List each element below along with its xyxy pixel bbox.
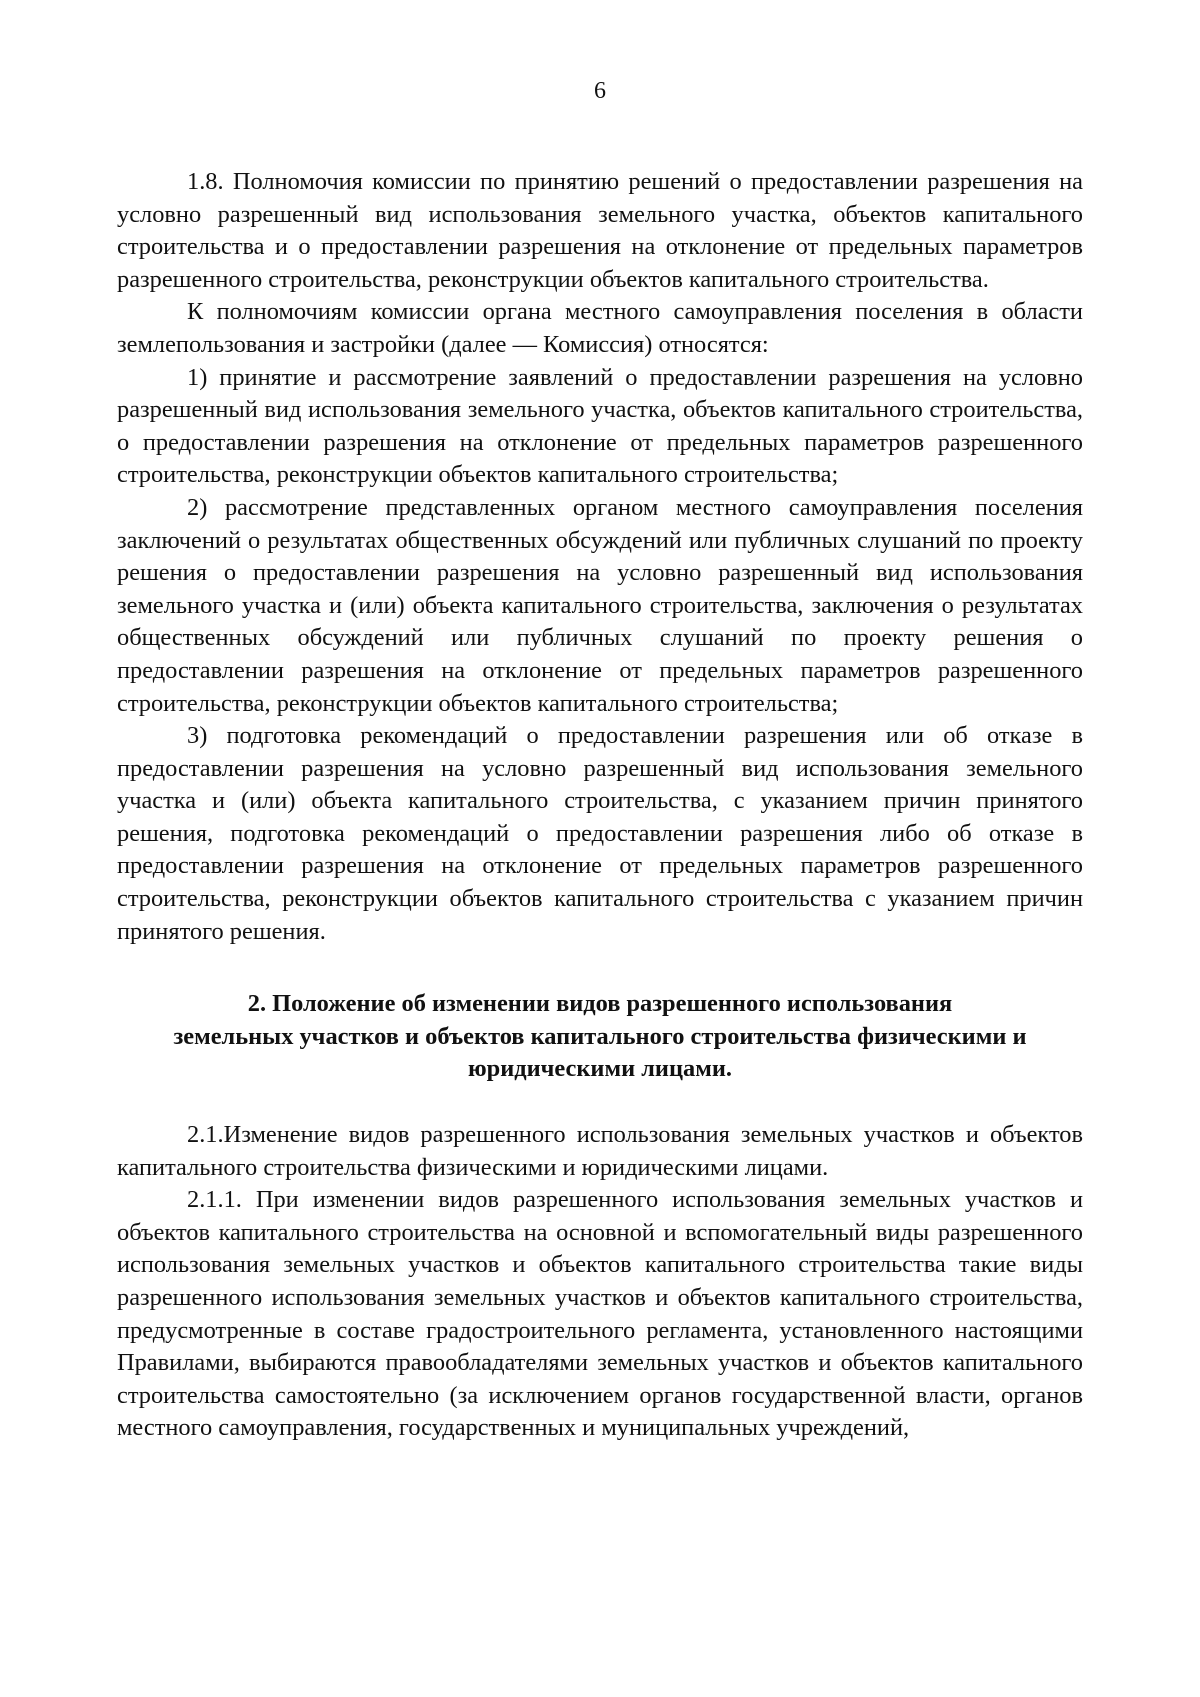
- paragraph-2-1-1: 2.1.1. При изменении видов разрешенного использования земельных участков и объектов капитального строительства на основной и вспомогательный виды разрешенного использования земельных участков и объектов капитального строительства такие виды разрешенного использования земельных участков и объектов капитального строительства, предусмотренные в составе градостроительного регламента, установленного настоящими Правилами, выбираются правообладателями земельных участков и объектов капитального строительства самостоятельно (за исключением органов государственной власти, органов местного самоуправления, государственных и муниципальных учреждений,: [117, 1186, 1083, 1442]
- section-2-heading-line-2: земельных участков и объектов капитального строительства физическими и: [173, 1022, 1027, 1050]
- paragraph-1-8: 1.8. Полномочия комиссии по принятию решений о предоставлении разрешения на условно разрешенный вид использования земельного участка, объектов капитального строительства и о предоставлении разрешения на отклонение от предельных параметров разрешенного строительства, реконструкции объектов капитального строительства.: [117, 168, 1083, 293]
- page-number: 6: [594, 78, 606, 104]
- section-2-heading: [117, 988, 1083, 1086]
- list-item-2: 2) рассмотрение представленных органом местного самоуправления поселения заключений о результатах общественных обсуждений или публичных слушаний по проекту решения о предоставлении разрешения на условно разрешенный вид использования земельного участка и (или) объекта капитального строительства, заключения о результатах общественных обсуждений или публичных слушаний по проекту решения о предоставлении разрешения на отклонение от предельных параметров разрешенного строительства, реконструкции объектов капитального строительства;: [117, 493, 1083, 717]
- list-item-1: 1) принятие и рассмотрение заявлений о предоставлении разрешения на условно разрешенный вид использования земельного участка, объектов капитального строительства, о предоставлении разрешения на отклонение от предельных параметров разрешенного строительства, реконструкции объектов капитального строительства;: [117, 363, 1083, 489]
- spacer: [117, 1086, 1083, 1119]
- list-item-3: 3) подготовка рекомендаций о предоставлении разрешения или об отказе в предоставлении разрешения на условно разрешенный вид использования земельного участка и (или) объекта капитального строительства, с указанием причин принятого решения, подготовка рекомендаций о предоставлении разрешения либо об отказе в предоставлении разрешения на отклонение от предельных параметров разрешенного строительства, реконструкции объектов капитального строительства с указанием причин принятого решения.: [117, 722, 1083, 945]
- paragraph-2-1: 2.1.Изменение видов разрешенного использования земельных участков и объектов капитального строительства физическими и юридическими лицами.: [117, 1121, 1083, 1181]
- section-2-heading-line-3: юридическими лицами.: [468, 1055, 732, 1083]
- page-content: [117, 166, 1083, 1445]
- paragraph-commission-powers-intro: К полномочиям комиссии органа местного самоуправления поселения в области землепользования и застройки (далее — Комиссия) относятся:: [117, 298, 1083, 358]
- section-2-heading-line-1: 2. Положение об изменении видов разрешенного использования: [247, 990, 953, 1018]
